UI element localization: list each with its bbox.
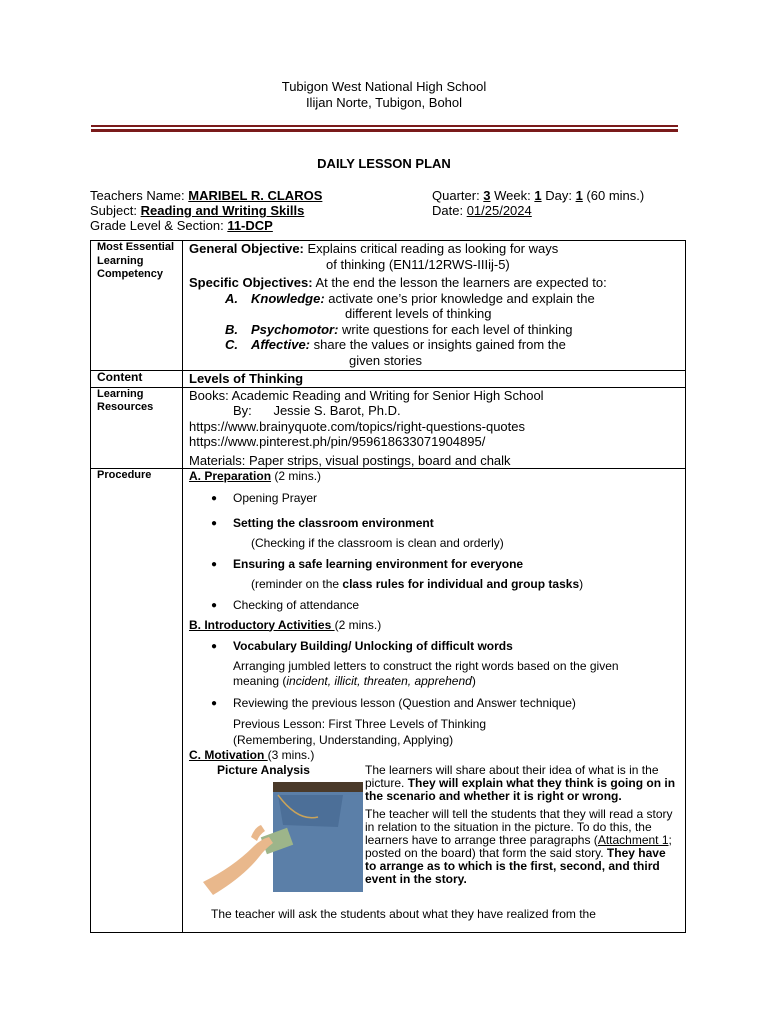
procedure-row bbox=[91, 469, 686, 933]
objective-a-letter: A. bbox=[225, 290, 238, 306]
attachment-link: Attachment 1; bbox=[597, 832, 672, 847]
content-row bbox=[91, 371, 686, 388]
previous-lesson: Previous Lesson: First Three Levels of Thinking bbox=[233, 717, 487, 731]
grade-value: 11-DCP bbox=[227, 218, 273, 233]
date-value: 01/25/2024 bbox=[466, 203, 532, 218]
header-rule bbox=[91, 125, 678, 127]
resources-url-2: https://www.pinterest.ph/pin/959618633071904895/ bbox=[189, 434, 486, 449]
rules-bold: class rules for individual and group tasks bbox=[342, 576, 580, 591]
procedure-cell bbox=[183, 469, 686, 933]
general-objective-text: Explains critical reading as looking for ways bbox=[303, 241, 559, 256]
list-item-detail bbox=[189, 577, 679, 593]
objective-b-letter: B. bbox=[225, 321, 238, 337]
list-item: ● Reviewing the previous lesson (Question and Answer technique) bbox=[189, 696, 679, 712]
motivation-block bbox=[189, 764, 679, 921]
motivation-p1-text: The learners will share about their idea of what is in the picture. bbox=[365, 762, 659, 790]
objective-a-label: Knowledge: bbox=[251, 290, 325, 306]
content-label: Content bbox=[91, 371, 183, 388]
introductory-title: B. Introductory Activities bbox=[189, 617, 335, 632]
list-item: ● Vocabulary Building/ Unlocking of difficult words bbox=[189, 639, 679, 655]
teacher-label: Teachers Name: bbox=[90, 188, 189, 203]
objective-c-letter: C. bbox=[225, 337, 238, 352]
motivation-p2-text: The teacher will tell the students that they will read a story in relation to the situation in the picture. To do this, the learners have to arrange three paragraphs ( bbox=[365, 806, 673, 847]
objective-a bbox=[189, 291, 679, 307]
subject-label: Subject: bbox=[90, 203, 141, 218]
subject-line bbox=[90, 203, 304, 219]
resources-author: By: Jessie S. Barot, Ph.D. bbox=[233, 403, 401, 418]
lesson-table bbox=[90, 240, 686, 933]
school-name: Tubigon West National High School bbox=[281, 79, 487, 94]
general-objective-label: General Objective: bbox=[189, 241, 304, 256]
quarter-value: 3 bbox=[483, 188, 491, 203]
day-label: Day: bbox=[541, 188, 576, 203]
resources-label: Learning Resources bbox=[91, 387, 183, 469]
previous-lesson-detail: (Remembering, Understanding, Applying) bbox=[233, 732, 454, 747]
general-objective-code: of thinking (EN11/12RWS-IIIij-5) bbox=[326, 256, 510, 272]
grade-line bbox=[90, 218, 273, 234]
resources-row bbox=[91, 387, 686, 469]
objective-b bbox=[189, 322, 679, 338]
melc-row bbox=[91, 241, 686, 371]
school-address: Ilijan Norte, Tubigon, Bohol bbox=[305, 95, 463, 110]
subject-value: Reading and Writing Skills bbox=[140, 203, 305, 218]
preparation-time: (2 mins.) bbox=[271, 469, 322, 483]
vocab-desc-2 bbox=[189, 674, 679, 690]
list-item: ● Ensuring a safe learning environment for everyone bbox=[189, 557, 679, 573]
week-value: 1 bbox=[534, 188, 542, 203]
objective-b-text: write questions for each level of thinking bbox=[338, 321, 573, 337]
melc-label: Most Essential Learning Competency bbox=[91, 241, 183, 371]
objective-c-label: Affective: bbox=[251, 337, 311, 352]
date-line bbox=[432, 203, 532, 219]
preparation-title: A. Preparation bbox=[189, 469, 272, 483]
list-item: ● Setting the classroom environment bbox=[189, 516, 679, 532]
objective-c bbox=[189, 337, 679, 353]
objective-c-text-cont: given stories bbox=[349, 352, 422, 368]
resources-materials: Materials: Paper strips, visual postings, board and chalk bbox=[189, 452, 511, 468]
teacher-name: MARIBEL R. CLAROS bbox=[188, 188, 323, 203]
content-value: Levels of Thinking bbox=[183, 371, 686, 388]
resources-url-1: https://www.brainyquote.com/topics/right-questions-quotes bbox=[189, 418, 526, 434]
rules-prefix: (reminder on the bbox=[251, 576, 343, 591]
resources-books: Books: Academic Reading and Writing for Senior High School bbox=[189, 387, 544, 403]
vocab-desc-1: Arranging jumbled letters to construct the right words based on the given bbox=[233, 658, 619, 673]
duration: (60 mins.) bbox=[582, 188, 645, 203]
vocab-desc-prefix: meaning ( bbox=[233, 674, 287, 688]
list-item: ● Opening Prayer bbox=[189, 491, 679, 507]
procedure-label: Procedure bbox=[91, 469, 183, 933]
motivation-p1-bold: They will explain what they think is going on in the scenario and whether it is right or wrong. bbox=[365, 775, 676, 803]
page-title: DAILY LESSON PLAN bbox=[317, 156, 451, 171]
grade-label: Grade Level & Section: bbox=[90, 218, 228, 233]
vocab-desc-suffix: ) bbox=[471, 674, 476, 688]
picture-analysis-label: Picture Analysis bbox=[217, 762, 310, 777]
quarter-line bbox=[432, 188, 644, 204]
teacher-line bbox=[90, 188, 322, 204]
vocab-words: incident, illicit, threaten, apprehend bbox=[286, 674, 472, 688]
objective-c-text: share the values or insights gained from the bbox=[310, 337, 566, 352]
pickpocket-illustration-icon bbox=[203, 777, 363, 897]
objective-b-label: Psychomotor: bbox=[251, 321, 339, 337]
specific-objectives-label: Specific Objectives: bbox=[189, 275, 313, 290]
header-rule-thick bbox=[91, 129, 678, 132]
specific-objectives-text: At the end the lesson the learners are expected to: bbox=[312, 275, 607, 290]
date-label: Date: bbox=[432, 203, 467, 218]
list-item-detail: (Checking if the classroom is clean and orderly) bbox=[251, 535, 504, 550]
motivation-time: (3 mins.) bbox=[267, 748, 315, 762]
quarter-label: Quarter: bbox=[432, 188, 484, 203]
introductory-time: (2 mins.) bbox=[334, 617, 382, 632]
resources-cell bbox=[183, 387, 686, 469]
week-label: Week: bbox=[490, 188, 535, 203]
motivation-title: C. Motivation bbox=[189, 748, 268, 762]
motivation-p2-bold: They have to arrange as to which is the first, second, and third event in the story. bbox=[365, 845, 666, 886]
melc-cell bbox=[183, 241, 686, 371]
motivation-last-line: The teacher will ask the students about what they have realized from the bbox=[211, 906, 596, 921]
objective-a-text: activate one’s prior knowledge and explain the bbox=[324, 290, 595, 306]
objective-a-text-cont: different levels of thinking bbox=[345, 306, 492, 321]
day-value: 1 bbox=[575, 188, 583, 203]
list-item: ● Checking of attendance bbox=[189, 598, 679, 614]
picture-analysis bbox=[189, 764, 357, 900]
motivation-p2-text-2: posted on the board) that form the said story. bbox=[365, 845, 607, 860]
rules-suffix: ) bbox=[579, 576, 584, 591]
